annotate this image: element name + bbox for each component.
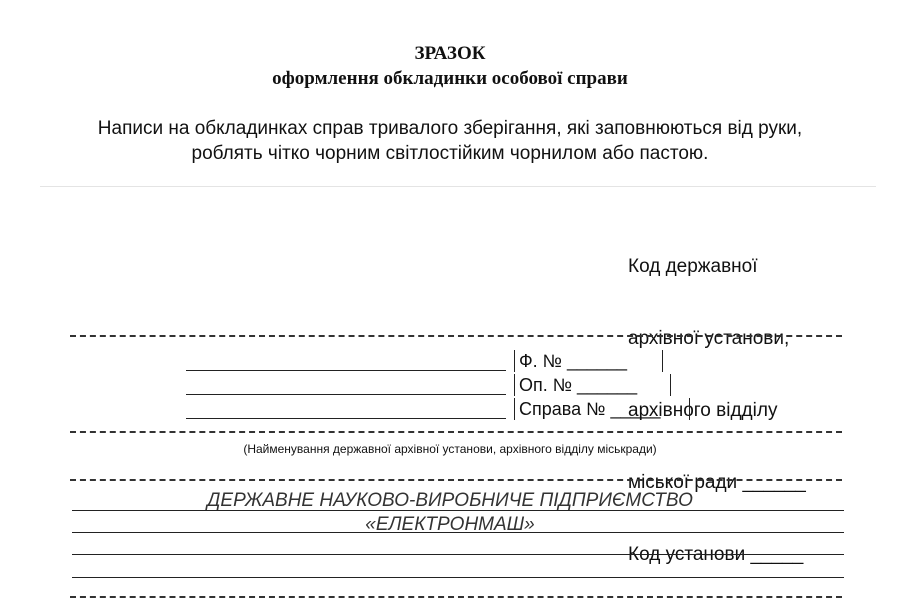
page-title: ЗРАЗОК	[414, 43, 486, 64]
dashed-separator	[70, 479, 842, 481]
organization-name-line-2: «ЕЛЕКТРОНМАШ»	[365, 514, 535, 535]
code-line-2: архівної установи,	[628, 328, 790, 349]
field-divider	[670, 374, 671, 396]
writing-line	[72, 554, 844, 555]
name-fill-line	[186, 370, 506, 371]
field-divider	[662, 350, 663, 372]
sprava-number-field: Справа № _____	[519, 399, 661, 419]
section-divider	[40, 186, 876, 187]
dashed-separator	[70, 335, 842, 337]
writing-line	[72, 577, 844, 578]
field-divider	[689, 398, 690, 420]
dashed-separator	[70, 431, 842, 433]
fond-number-field: Ф. № ______	[519, 351, 628, 371]
code-line-3: архівного відділу	[628, 400, 778, 421]
code-line-1: Код державної	[628, 256, 758, 277]
field-divider	[514, 398, 515, 420]
archive-name-caption: (Найменування державної архівної установи, архівного відділу міськради)	[243, 442, 657, 456]
page-subtitle: оформлення обкладинки особової справи	[272, 68, 628, 89]
field-divider	[514, 374, 515, 396]
intro-line-2: роблять чітко чорним світлостійким чорнилом або пастою.	[191, 143, 709, 164]
intro-line-1: Написи на обкладинках справ тривалого зберігання, які заповнюються від руки,	[97, 118, 803, 139]
code-line-4: міської ради ______	[628, 472, 806, 493]
name-fill-line	[186, 394, 506, 395]
dashed-separator	[70, 596, 842, 598]
field-divider	[514, 350, 515, 372]
organization-name-line-1: ДЕРЖАВНЕ НАУКОВО-ВИРОБНИЧЕ ПІДПРИЄМСТВО	[207, 490, 693, 511]
name-fill-line	[186, 418, 506, 419]
code-line-5: Код установи _____	[628, 544, 804, 565]
opys-number-field: Оп. № ______	[519, 375, 638, 395]
